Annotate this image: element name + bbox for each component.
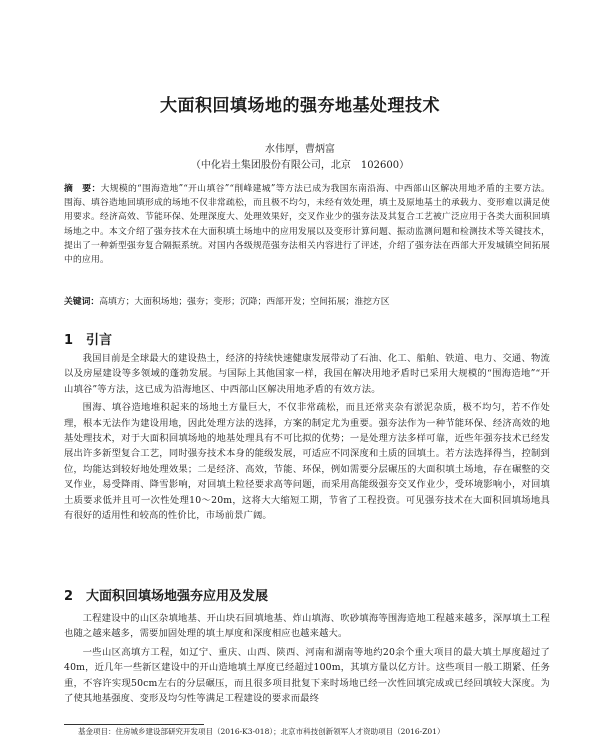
paragraph: 工程建设中的山区杂填地基、开山块石回填地基、炸山填海、吹砂填海等围海造地工程越来越多，深厚填土工程也随之越来越多，需要加固处理的填土厚度和深度相应也越来越大。 [64,613,550,640]
keywords-text: 高填方；大面积场地；强夯；变形；沉降；西部开发；空间拓展；淮挖方区 [99,297,390,307]
paper-affiliation: （中化岩土集团股份有限公司，北京 102600） [190,160,410,171]
section-heading-1 [64,329,112,348]
abstract [64,182,550,267]
section-title: 引言 [86,333,113,348]
paragraph: 一些山区高填方工程，如辽宁、重庆、山西、陕西、河南和湖南等地约20余个重大项目的最大填土厚度超过了40m，近几年一些新区建设中的开山造地填土厚度已经超过100m，其填方量以亿方计。这些项目一般工期紧、任务重，不容许实现50cm左右的分层碾压，而且很多项目批复下来时场地已经一次性回填完成或已经回填较大深度。为了使其地基强度、变形及均匀性等满足工程建设的要求而最终 [64,646,550,705]
section-title: 大面积回填场地强夯应用及发展 [86,589,269,604]
section-number: 1 [64,333,74,348]
paragraph: 我国目前是全球最大的建设热土，经济的持续快速健康发展带动了石油、化工、船舶、铁道、电力、交通、物流以及房屋建设等多领域的蓬勃发展。与国际上其他国家一样，我国在解决用地矛盾时已采用大规模的“围海造地”“开山填谷”等方法，这已成为沿海地区、中西部山区解决用地矛盾的有效方法。 [64,353,550,395]
footnote: 基金项目：住房城乡建设部研究开发项目（2016-K3-018）；北京市科技创新领军人才资助项目（2016-Z01） [78,727,445,736]
section-body-2 [64,611,550,706]
paper-title: 大面积回填场地的强夯地基处理技术 [160,96,440,116]
abstract-label: 摘 要： [64,184,101,194]
section-number: 2 [64,589,74,604]
paper-authors: 水伟厚，曹炳富 [265,144,335,155]
paragraph: 围海、填谷造地堆积起来的场地土方量巨大，不仅非常疏松，而且还常夹杂有淤泥杂质，极不均匀，若不作处理，根本无法作为建设用地，因此处理方法的选择，方案的制定尤为重要。强夯法作为一种节能环保、经济高效的地基处理技术，对于大面积回填场地的地基处理具有不可比拟的优势；一是处理方法多样可靠，近些年强夯技术已经发展出许多新型复合工艺，同时强夯技术本身的能级发展，可适应不同深度和土质的回填土。若方法选择得当，控制到位，均能达到较好地处理效果；二是经济、高效，节能、环保，例如需要分层碾压的大面积填土场地，存在碾整的交叉作业，易受降雨、降雪影响，对回填土粒径要求高等问题，而采用高能级强夯交叉作业少，受环境影响小，对回填土质要求低并且可一次性处理10～20m，这将大大缩短工期，节省了工程投资。可见强夯技术在大面积回填场地具有很好的适用性和较高的性价比，市场前景广阔。 [64,402,550,522]
section-heading-2 [64,585,268,604]
abstract-text: 大规模的“围海造地”“开山填谷”“削峰建城”等方法已成为我国东南沿海、中西部山区解决用地矛盾的主要方法。围海、填谷造地回填形成的场地不仅非常疏松，而且极不均匀，未经有效处理，填土及原地基土的承载力、变形难以满足使用要求。经济高效、节能环保、处理深度大、处理效果好，交叉作业少的强夯法及其复合工艺被广泛应用于各类大面积回填场地之中。本文介绍了强夯技术在大面积填土场地中的应用发展以及变形计算问题、振动监测问题和检测技术等关键技术，提出了一种新型强夯复合隔振系统。对国内各级规范强夯法相关内容进行了评述，介绍了强夯法在西部大开发城镇空间拓展中的应用。 [64,184,550,266]
footnote-divider [64,724,204,725]
section-body-1 [64,351,550,523]
keywords [64,295,550,309]
keywords-label: 关键词： [64,297,100,307]
